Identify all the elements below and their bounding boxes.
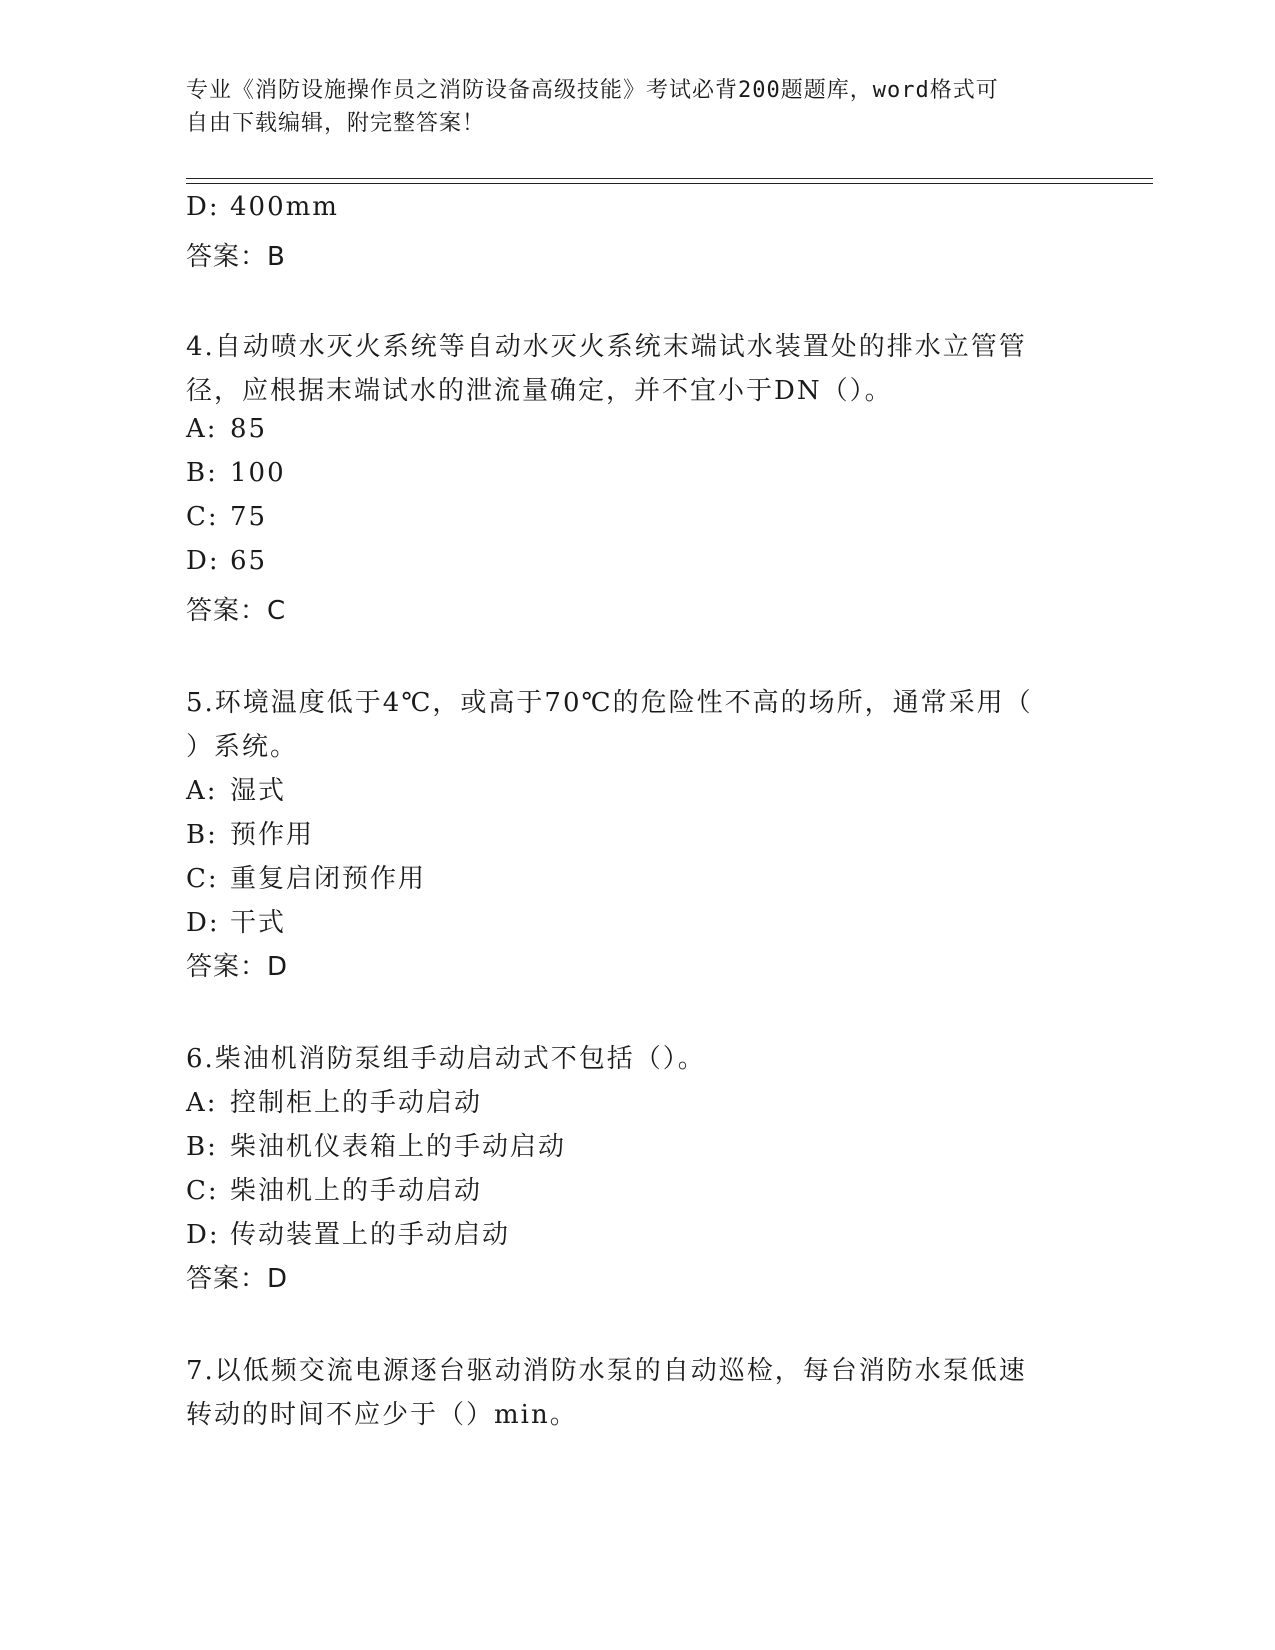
previous-question-option-d <box>186 192 339 222</box>
option-label: A: <box>186 776 218 806</box>
question-5-answer: 答案：D <box>186 952 289 982</box>
option-label: D: <box>186 546 220 576</box>
option-text: 75 <box>230 502 268 532</box>
header-divider-top <box>186 178 1153 179</box>
option-text: 控制柜上的手动启动 <box>230 1088 483 1118</box>
question-5-option-c <box>186 858 426 895</box>
question-4-option-c <box>186 502 267 532</box>
option-text: 干式 <box>230 908 287 938</box>
question-4-stem-line-2: 径，应根据末端试水的泄流量确定，并不宜小于DN（）。 <box>186 376 893 406</box>
question-4-option-a <box>186 414 267 444</box>
option-label: D: <box>186 192 220 222</box>
question-5-stem-line-2: ）系统。 <box>186 732 299 762</box>
question-5-stem-line-1: 5.环境温度低于4℃，或高于70℃的危险性不高的场所，通常采用（ <box>186 688 1033 718</box>
question-7-stem-line-2: 转动的时间不应少于（）min。 <box>186 1400 578 1430</box>
question-4-option-b <box>186 458 286 488</box>
question-4-stem-line-1: 4.自动喷水灭火系统等自动水灭火系统末端试水装置处的排水立管管 <box>186 332 1027 362</box>
question-6-option-a <box>186 1082 482 1119</box>
option-label: C: <box>186 864 219 894</box>
question-6-stem-line-1: 6.柴油机消防泵组手动启动式不包括（）。 <box>186 1044 706 1074</box>
option-label: B: <box>186 458 218 488</box>
header-line-2: 自由下载编辑，附完整答案！ <box>186 111 486 136</box>
option-label: B: <box>186 1132 218 1162</box>
option-label: A: <box>186 414 218 444</box>
option-text: 100 <box>230 458 286 488</box>
header-line-1: 专业《消防设施操作员之消防设备高级技能》考试必背200题题库，word格式可 <box>186 78 999 103</box>
option-label: C: <box>186 502 219 532</box>
question-4-answer: 答案：C <box>186 596 287 626</box>
option-text: 柴油机仪表箱上的手动启动 <box>230 1132 567 1162</box>
question-5-option-b <box>186 814 314 851</box>
option-label: A: <box>186 1088 218 1118</box>
document-header <box>186 74 1066 140</box>
option-text: 湿式 <box>230 776 287 806</box>
option-text: 传动装置上的手动启动 <box>230 1220 511 1250</box>
question-6-option-d <box>186 1214 510 1251</box>
question-5-option-d <box>186 902 286 939</box>
question-4-option-d <box>186 546 267 576</box>
question-5-option-a <box>186 770 286 807</box>
option-label: B: <box>186 820 218 850</box>
option-text: 65 <box>230 546 268 576</box>
previous-question-answer: 答案：B <box>186 242 286 272</box>
option-text: 85 <box>230 414 268 444</box>
option-text: 400mm <box>230 192 339 222</box>
question-6-answer: 答案：D <box>186 1264 289 1294</box>
option-label: C: <box>186 1176 219 1206</box>
header-divider-bottom <box>186 183 1153 184</box>
question-6-option-b <box>186 1126 566 1163</box>
question-7-stem-line-1: 7.以低频交流电源逐台驱动消防水泵的自动巡检，每台消防水泵低速 <box>186 1356 1027 1386</box>
option-text: 柴油机上的手动启动 <box>230 1176 483 1206</box>
option-text: 重复启闭预作用 <box>230 864 427 894</box>
option-label: D: <box>186 908 220 938</box>
option-text: 预作用 <box>230 820 315 850</box>
question-6-option-c <box>186 1170 482 1207</box>
option-label: D: <box>186 1220 220 1250</box>
